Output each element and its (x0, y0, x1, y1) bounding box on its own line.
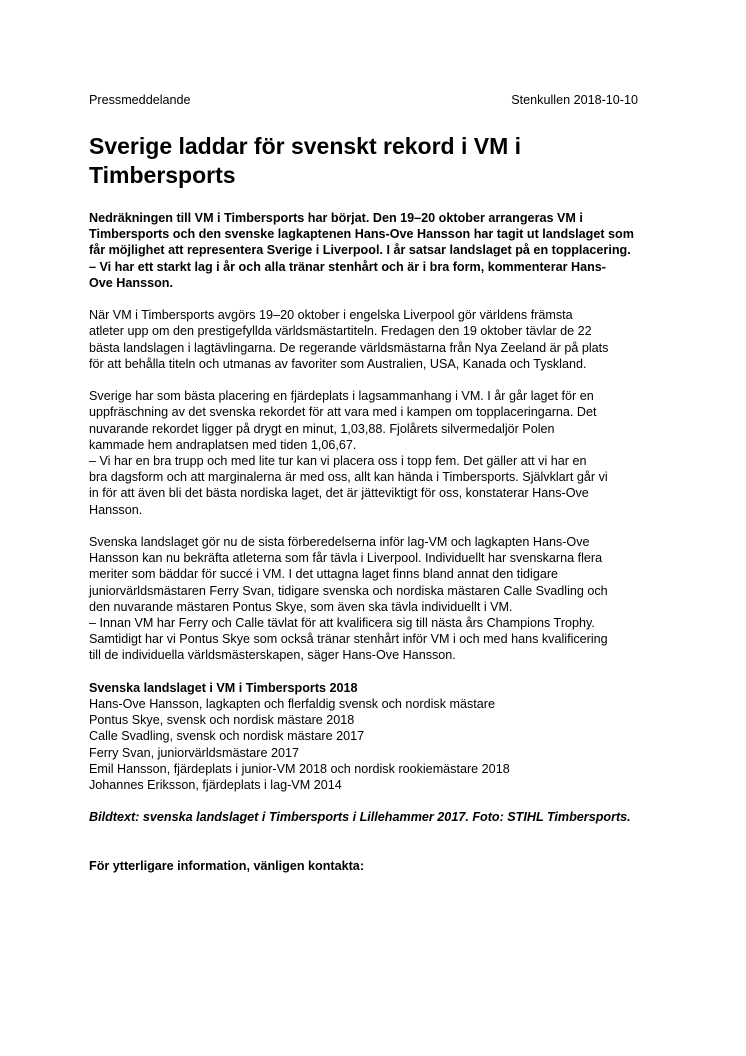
text-line: uppfräschning av det svenska rekordet för att vara med i kampen om topplaceringarna. Det (89, 405, 597, 420)
text-line: – Vi har en bra trupp och med lite tur kan vi placera oss i topp fem. Det gäller att vi har en (89, 454, 587, 469)
team-list (89, 680, 651, 793)
text-line: Timbersports och den svenske lagkaptenen Hans-Ove Hansson har tagit ut landslaget som (89, 227, 634, 242)
team-member: Emil Hansson, fjärdeplats i junior-VM 2018 och nordisk rookiemästare 2018 (89, 761, 510, 776)
team-list-heading: Svenska landslaget i VM i Timbersports 2018 (89, 680, 358, 695)
page-title: Sverige laddar för svenskt rekord i VM i Timbersports (89, 133, 522, 188)
text-line: bästa landslagen i lagtävlingarna. De regerande världsmästarna från Nya Zeeland är på plats (89, 340, 609, 355)
paragraph-2 (89, 388, 651, 518)
paragraph-1 (89, 307, 651, 372)
text-line: den nuvarande mästaren Pontus Skye, som även ska tävla individuellt i VM. (89, 599, 513, 614)
team-member: Calle Svadling, svensk och nordisk mästare 2017 (89, 729, 365, 744)
team-member: Johannes Eriksson, fjärdeplats i lag-VM 2014 (89, 778, 342, 793)
text-line: Samtidigt har vi Pontus Skye som också tränar stenhårt inför VM i och med hans kvalificering (89, 632, 608, 647)
document-body (89, 210, 651, 890)
document-type: Pressmeddelande (89, 93, 191, 107)
text-line: in för att även bli det bästa nordiska laget, det är jätteviktigt för oss, konstaterar Hans-Ove (89, 486, 589, 501)
lead-paragraph (89, 210, 651, 291)
text-line: Hansson. (89, 502, 143, 517)
text-line: får möjlighet att representera Sverige i Liverpool. I år satsar landslaget på en topplacering. (89, 243, 631, 258)
contact-heading: För ytterligare information, vänligen kontakta: (89, 858, 365, 873)
team-member: Hans-Ove Hansson, lagkapten och flerfaldig svensk och nordisk mästare (89, 697, 496, 712)
text-line: kammade hem andraplatsen med tiden 1,06,67. (89, 437, 357, 452)
text-line: till de individuella världsmästerskapen, säger Hans-Ove Hansson. (89, 648, 456, 663)
team-member: Pontus Skye, svensk och nordisk mästare 2018 (89, 713, 355, 728)
text-line: Svenska landslaget gör nu de sista förberedelserna inför lag-VM och lagkapten Hans-Ove (89, 535, 590, 550)
photo-caption: Bildtext: svenska landslaget i Timbersports i Lillehammer 2017. Foto: STIHL Timbersports. (89, 810, 631, 825)
text-line: Sverige har som bästa placering en fjärdeplats i lagsammanhang i VM. I år går laget för en (89, 389, 594, 404)
text-line: – Innan VM har Ferry och Calle tävlat för att kvalificera sig till nästa års Champions Trophy. (89, 616, 595, 631)
team-member: Ferry Svan, juniorvärldsmästare 2017 (89, 745, 299, 760)
text-line: – Vi har ett starkt lag i år och alla tränar stenhårt och är i bra form, kommenterar Hans- (89, 259, 606, 274)
text-line: nuvarande rekordet ligger på drygt en minut, 1,03,88. Fjolårets silvermedaljör Polen (89, 421, 555, 436)
text-line: Hansson kan nu bekräfta atleterna som får tävla i Liverpool. Individuellt har svenskarna flera (89, 551, 603, 566)
paragraph-3 (89, 534, 651, 664)
text-line: juniorvärldsmästaren Ferry Svan, tidigare svenska och nordiska mästaren Calle Svadling och (89, 583, 608, 598)
place-date: Stenkullen 2018-10-10 (511, 93, 638, 107)
text-line: för att behålla titeln och utmanas av favoriter som Australien, USA, Kanada och Tyskland. (89, 356, 587, 371)
text-line: När VM i Timbersports avgörs 19–20 oktober i engelska Liverpool gör världens främsta (89, 308, 573, 323)
text-line: Nedräkningen till VM i Timbersports har börjat. Den 19–20 oktober arrangeras VM i (89, 211, 583, 225)
text-line: meriter som bäddar för succé i VM. I det uttagna laget finns bland annat den tidigare (89, 567, 559, 582)
text-line: bra dagsform och att marginalerna är med oss, allt kan hända i Timbersports. Självklart går vi (89, 470, 608, 485)
text-line: Ove Hansson. (89, 275, 173, 290)
text-line: atleter upp om den prestigefyllda världsmästartiteln. Fredagen den 19 oktober tävlar de 22 (89, 324, 592, 339)
